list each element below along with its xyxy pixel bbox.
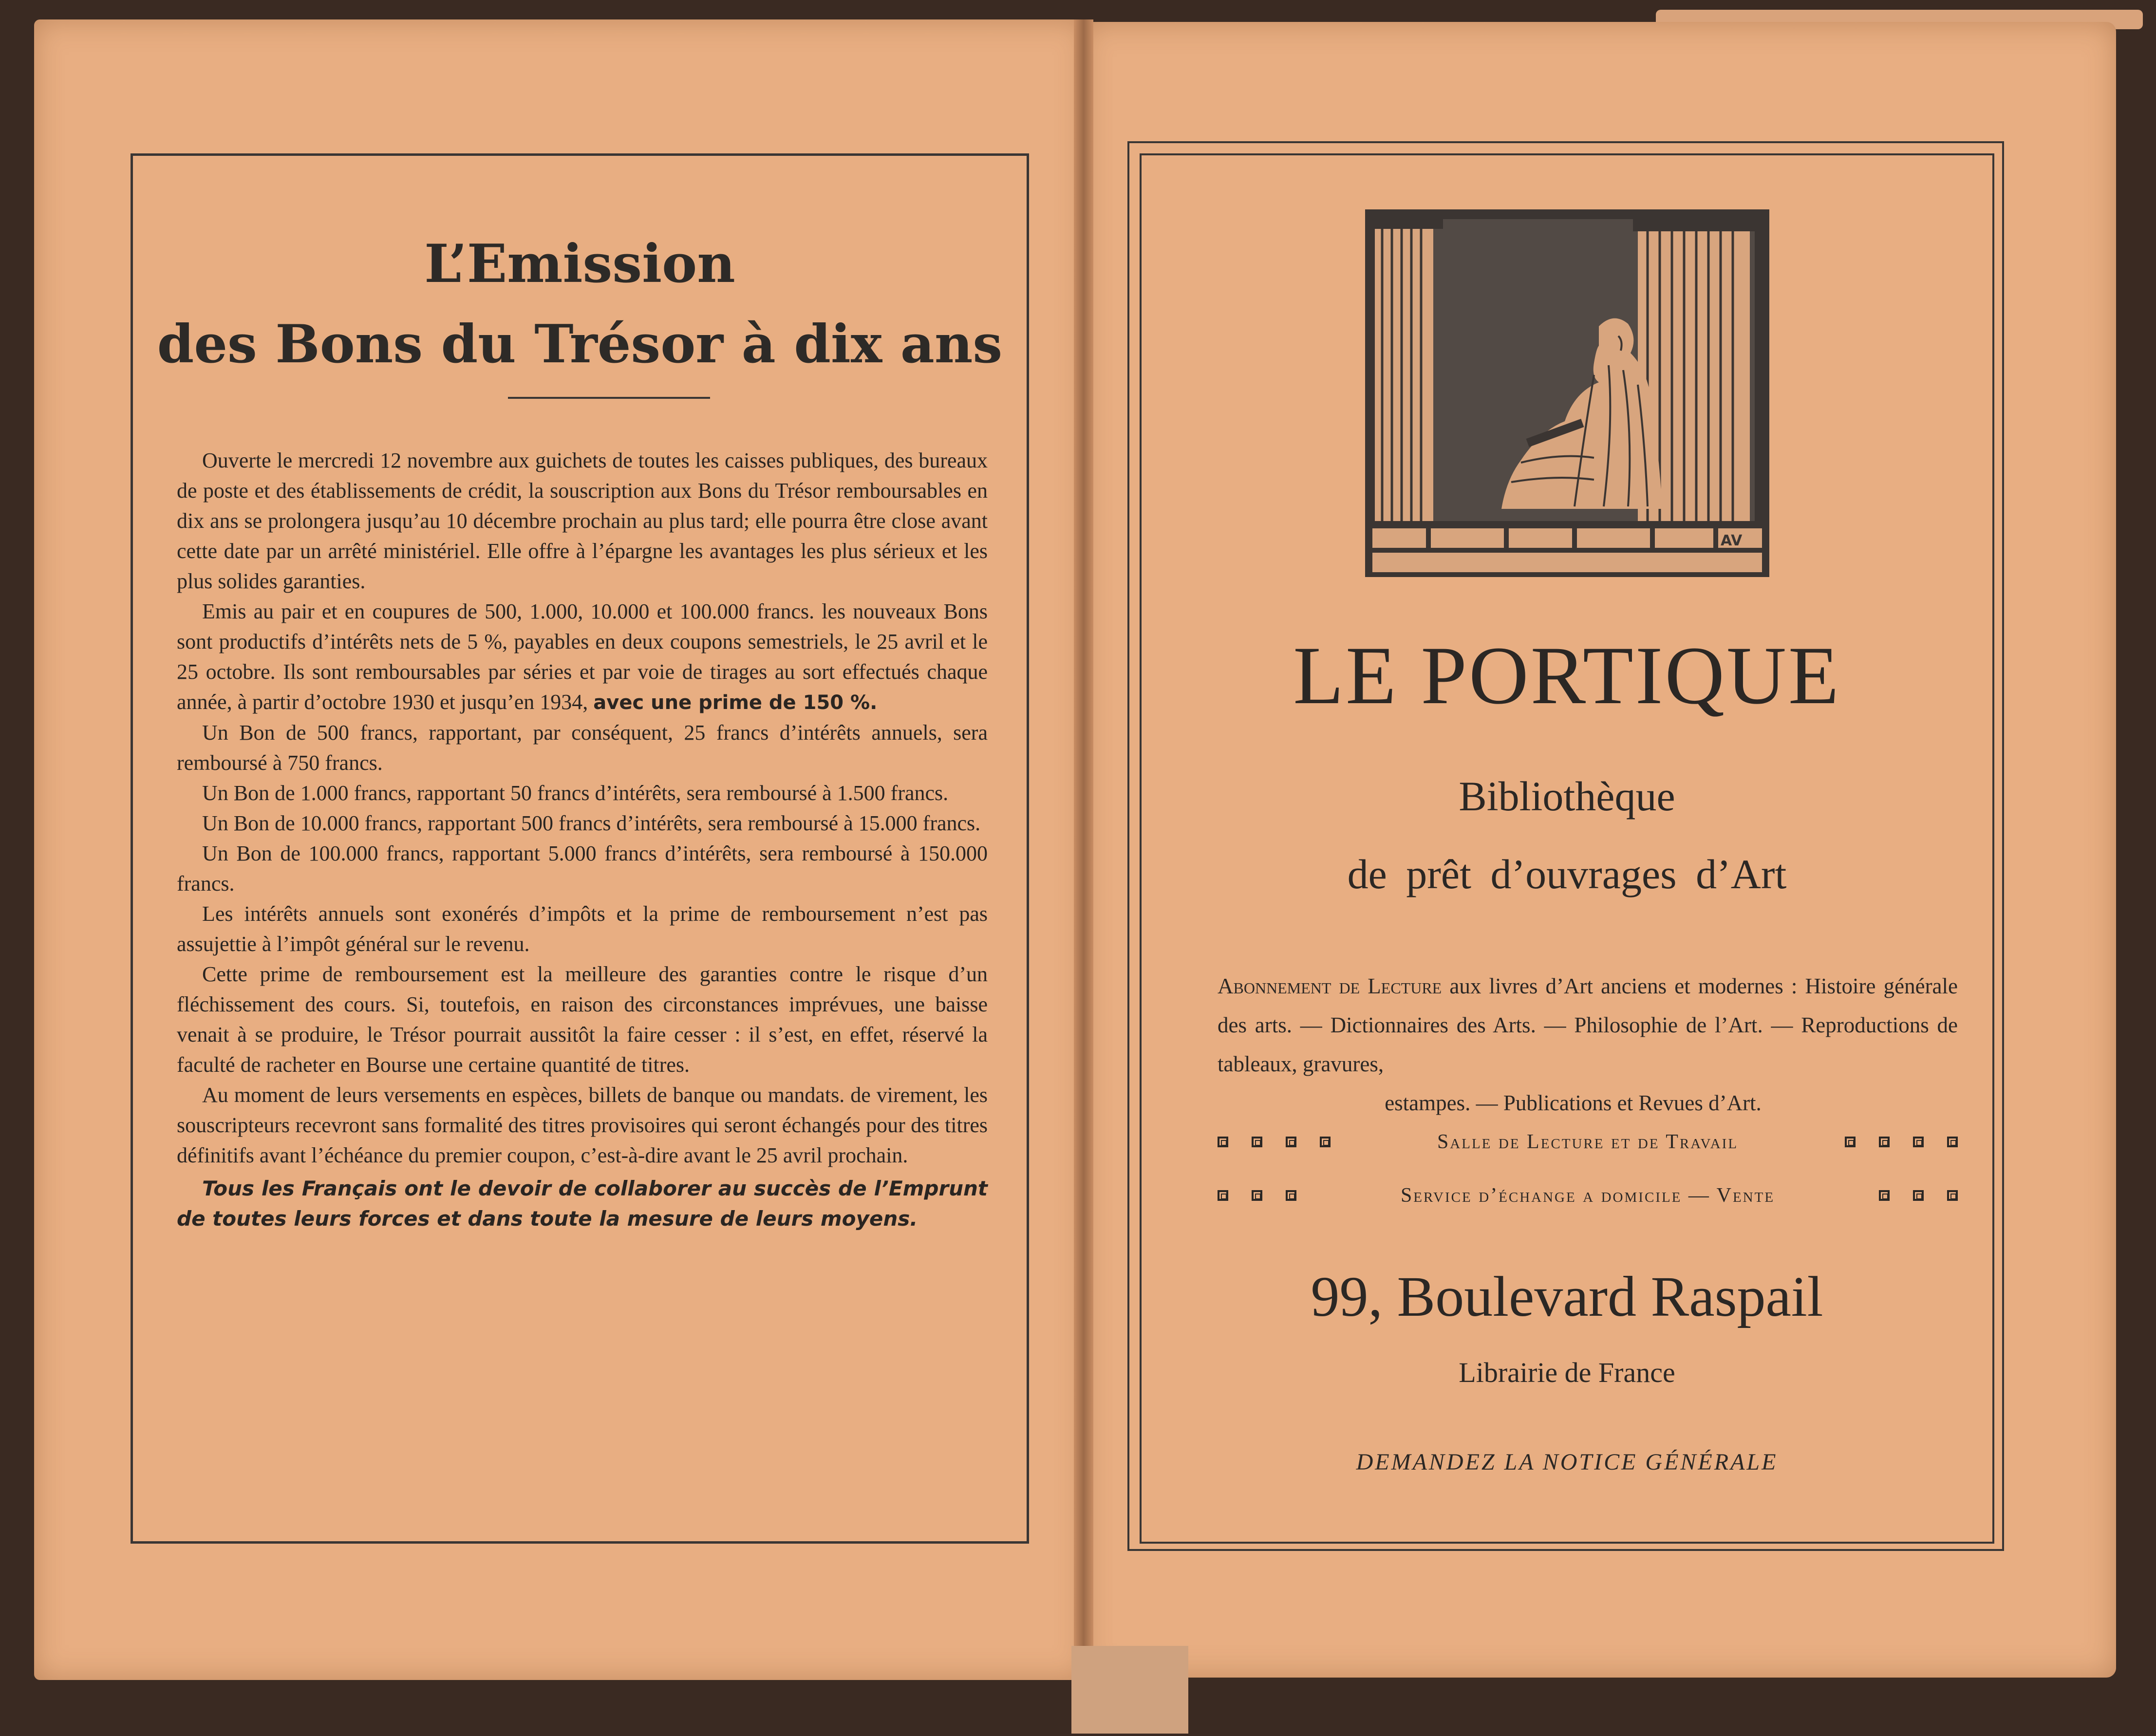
paragraph-100000-bond: Un Bon de 100.000 francs, rapportant 5.000 francs d’intérêts, sera remboursé à 150.000 francs. (177, 841, 988, 896)
premium-highlight: avec une prime de 150 %. (593, 691, 878, 714)
square-ornament-icon (1845, 1137, 1856, 1147)
square-ornament-icon (1947, 1137, 1958, 1147)
square-ornament-icon (1286, 1137, 1296, 1147)
reading-room-row (1218, 1125, 1958, 1159)
square-ornament-icon (1947, 1190, 1958, 1201)
square-ornament-icon (1320, 1137, 1331, 1147)
reading-room-label: Salle de Lecture et de Travail (1437, 1131, 1739, 1153)
catalogue-request: DEMANDEZ LA NOTICE GÉNÉRALE (1356, 1449, 1778, 1475)
notice-body (177, 446, 988, 1234)
book-gutter (1074, 19, 1093, 1685)
square-ornament-icon (1286, 1190, 1296, 1201)
square-ornament-icon (1252, 1190, 1262, 1201)
paragraph-10000-bond: Un Bon de 10.000 francs, rapportant 500 francs d’intérêts, sera remboursé à 15.000 francs. (202, 811, 981, 835)
street-address: 99, Boulevard Raspail (1311, 1265, 1823, 1328)
square-ornament-icon (1218, 1137, 1228, 1147)
square-ornament-icon (1218, 1190, 1228, 1201)
ornament-squares-right (1845, 1137, 1958, 1147)
square-ornament-icon (1879, 1190, 1890, 1201)
closing-appeal: Tous les Français ont le devoir de collaborer au succès de l’Emprunt de toutes leurs forces et dans toute la mesure de leurs moyens. (177, 1176, 988, 1231)
subscription-details: aux livres d’Art anciens et modernes : Histoire générale des arts. — Dictionnaires des Arts. — Philosophie de l’Art. — Reproductions de tableaux, gravures, (1218, 974, 1958, 1076)
home-exchange-row (1218, 1178, 1958, 1213)
paragraph-1000-bond: Un Bon de 1.000 francs, rapportant 50 francs d’intérêts, sera remboursé à 1.500 francs. (202, 781, 949, 805)
woodcut-monogram: AV (1721, 532, 1743, 549)
notice-title-line2: des Bons du Trésor à dix ans (157, 314, 1003, 375)
subscription-details-end: estampes. — Publications et Revues d’Art. (1385, 1091, 1762, 1115)
notice-title (133, 224, 1027, 385)
square-ornament-icon (1252, 1137, 1262, 1147)
square-ornament-icon (1913, 1137, 1924, 1147)
notice-title-line1: L’Emission (424, 233, 735, 295)
ornament-squares-left (1218, 1190, 1296, 1201)
brand-title: LE PORTIQUE (1293, 630, 1841, 721)
square-ornament-icon (1879, 1137, 1890, 1147)
ornament-squares-left (1218, 1137, 1331, 1147)
paragraph-guarantee: Cette prime de remboursement est la meilleure des garanties contre le risque d’un fléchissement des cours. Si, toutefois, en raison des circonstances imprévues, une baisse venait à se produire, le Trésor pourrait aussitôt la faire cesser : il s’est, en effet, réservé la faculté de racheter en Bourse une certaine quantité de titres. (177, 962, 988, 1077)
subtitle-library: Bibliothèque (1459, 773, 1675, 820)
subscription-lead: Abonnement de Lecture (1218, 974, 1442, 998)
paragraph-opening: Ouverte le mercredi 12 novembre aux guichets de toutes les caisses publiques, des bureaux de poste et des établissements de crédit, la souscription aux Bons du Trésor remboursables en dix ans se prolongera jusqu’au 10 décembre prochain au plus tard; elle pourra être close avant cette date par un arrêté ministériel. Elle offre à l’épargne les avantages les plus sérieux et les plus solides garanties. (177, 448, 988, 593)
subtitle-art-loans: de prêt d’ouvrages d’Art (1347, 851, 1787, 897)
title-divider (508, 397, 710, 399)
subscription-description (1218, 967, 1958, 1122)
paragraph-tax-exemption: Les intérêts annuels sont exonérés d’impôts et la prime de remboursement n’est pas assujettie à l’impôt général sur le revenu. (177, 902, 988, 956)
paragraph-issue-terms (177, 597, 988, 718)
portico-reader-woodcut (1365, 209, 1769, 577)
paragraph-500-bond: Un Bon de 500 francs, rapportant, par conséquent, 25 francs d’intérêts annuels, sera remboursé à 750 francs. (177, 721, 988, 775)
bookshop-name: Librairie de France (1459, 1357, 1675, 1388)
square-ornament-icon (1913, 1190, 1924, 1201)
ornament-squares-right (1879, 1190, 1958, 1201)
paragraph-payment: Au moment de leurs versements en espèces, billets de banque ou mandats. de virement, les souscripteurs recevront sans formalité des titres provisoires qui seront échangés pour des titres définitifs avant l’échéance du premier coupon, c’est-à-dire avant le 25 avril prochain. (177, 1083, 988, 1167)
treasury-bonds-notice (131, 153, 1029, 1544)
home-exchange-label: Service d’échange a domicile — Vente (1400, 1184, 1775, 1207)
paragraph-issue-terms-text: Emis au pair et en coupures de 500, 1.000, 10.000 et 100.000 francs. les nouveaux Bons sont productifs d’intérêts nets de 5 %, payables en deux coupons semestriels, le 25 avril et le 25 octobre. Ils sont remboursables par séries et par voie de tirages au sort effectués chaque année, à partir d’octobre 1930 et jusqu’en 1934, (177, 599, 988, 714)
spine-edge (1071, 1646, 1188, 1734)
